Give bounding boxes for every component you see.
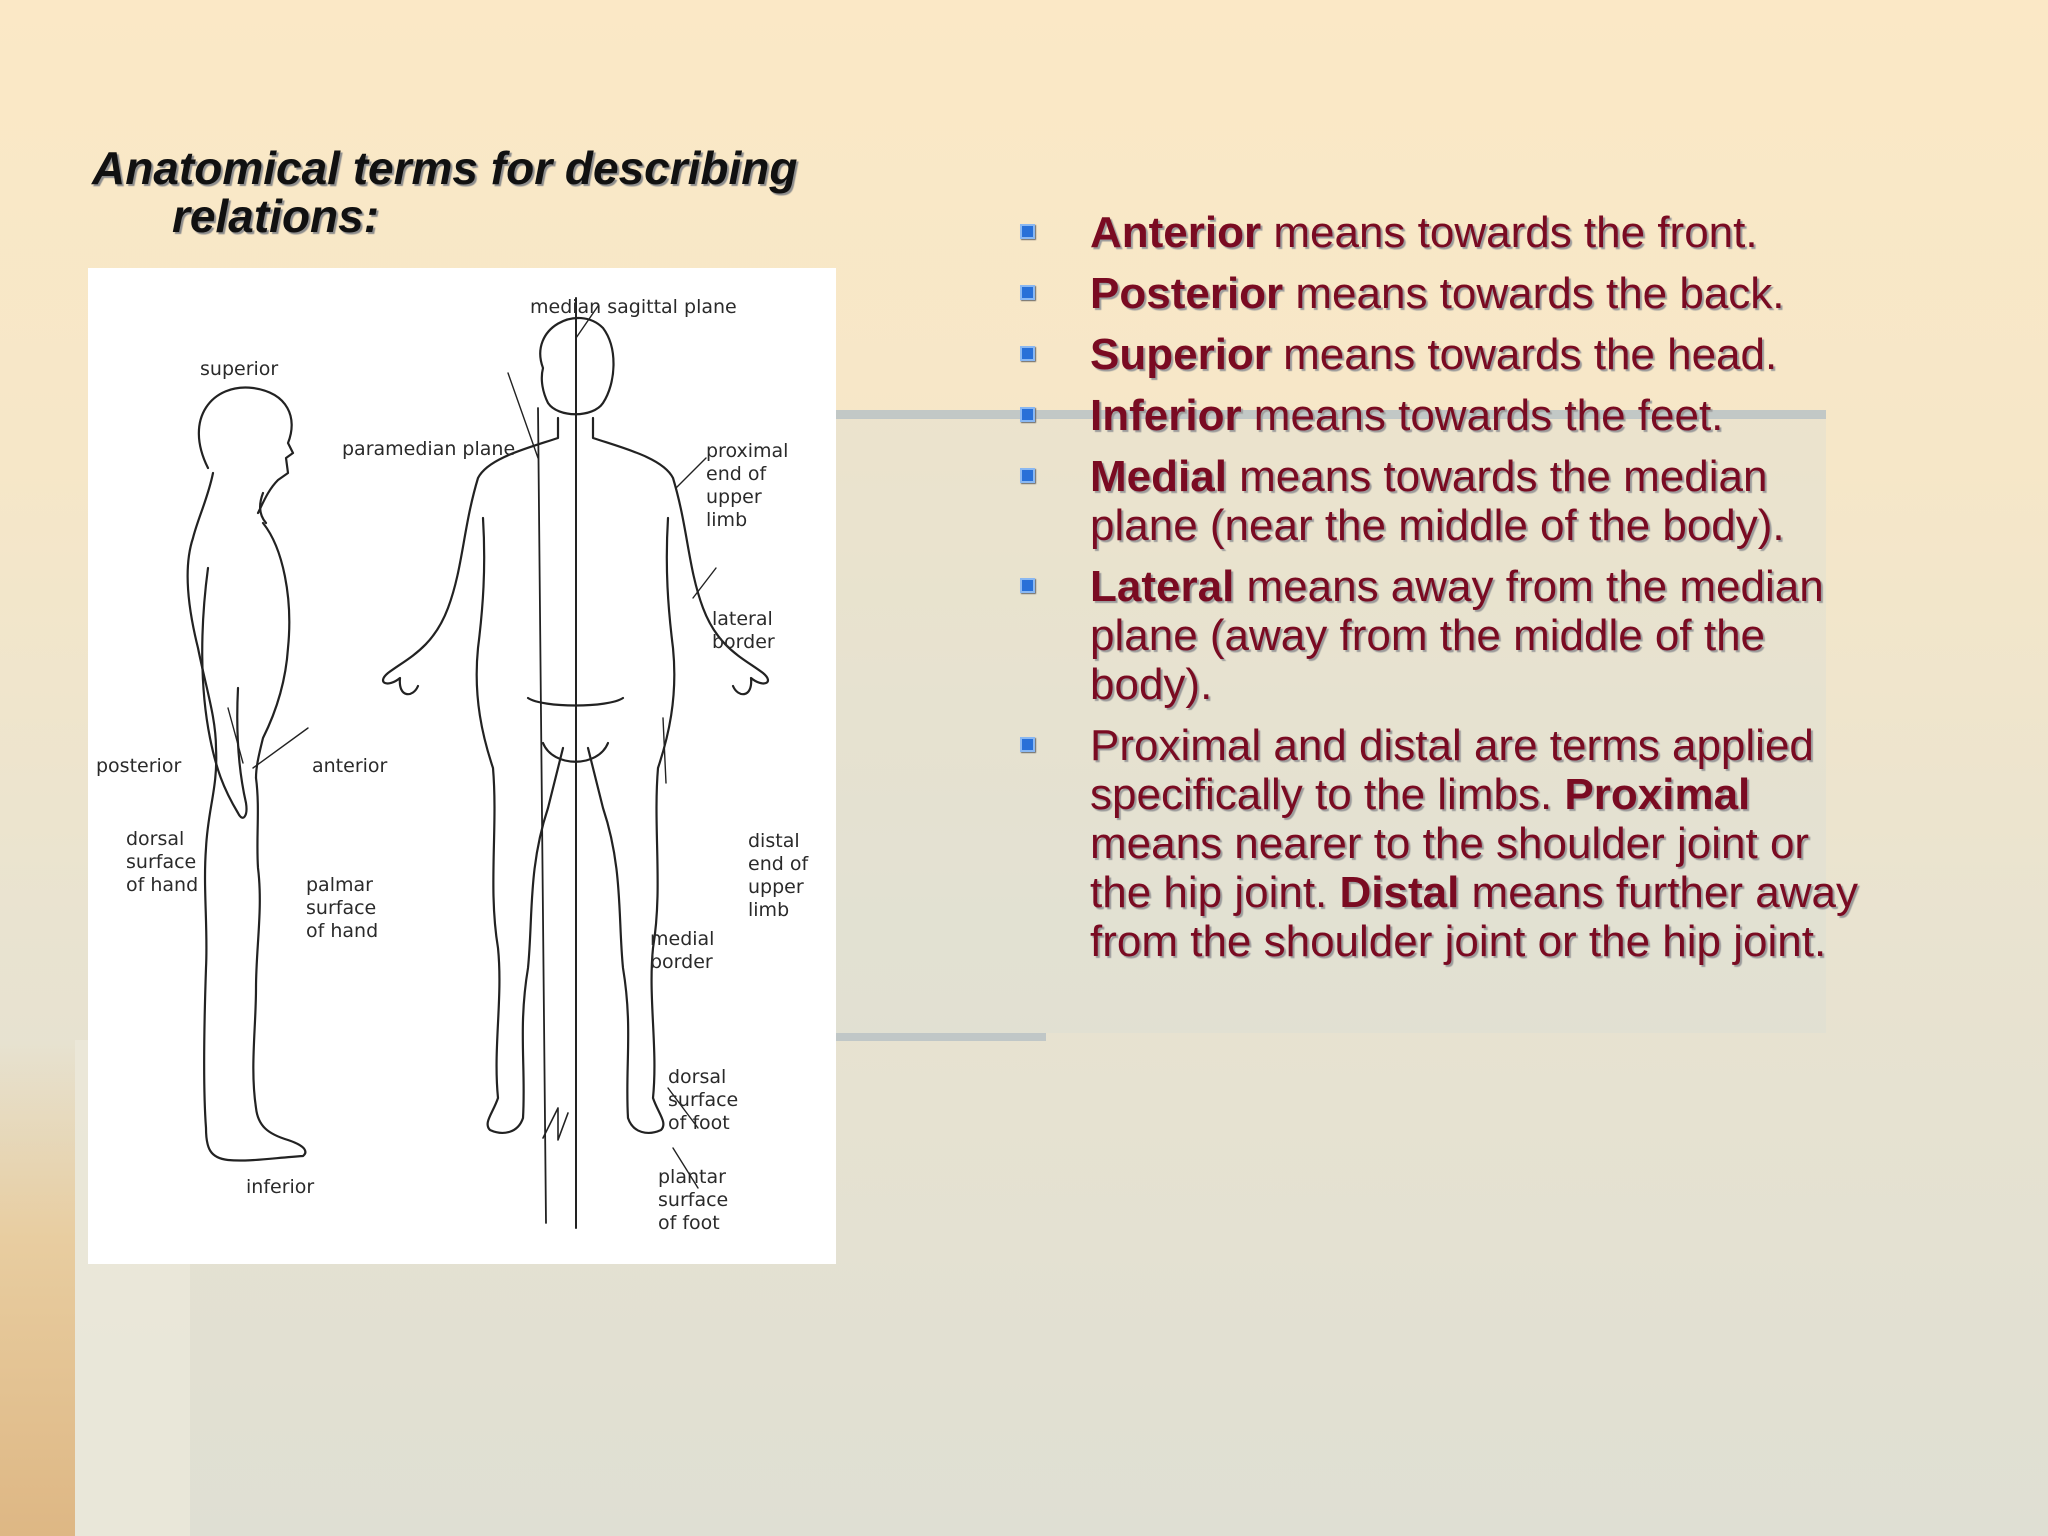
- decorative-bar: [836, 1033, 1046, 1041]
- label-dorsal-surface-foot: dorsal surface of foot: [668, 1066, 739, 1134]
- slide-title: [92, 144, 912, 240]
- bullet-square-icon: [1020, 468, 1035, 483]
- title-line-2: relations:: [172, 190, 380, 242]
- label-posterior: posterior: [96, 755, 182, 777]
- list-item: Posterior means towards the back.: [1010, 269, 1870, 318]
- bullet-square-icon: [1020, 578, 1035, 593]
- label-distal-upper-limb: distal end of upper limb: [748, 830, 809, 921]
- list-item: Superior means towards the head.: [1010, 330, 1870, 379]
- terms-list: [1010, 208, 1870, 978]
- bullet-square-icon: [1020, 346, 1035, 361]
- label-lateral-border: lateral border: [712, 608, 775, 653]
- bullet-square-icon: [1020, 224, 1035, 239]
- label-median-sagittal-plane: median sagittal plane: [530, 296, 737, 318]
- label-anterior: anterior: [312, 755, 388, 777]
- list-item: Lateral means away from the median plane (away from the middle of the body).: [1010, 562, 1870, 709]
- bullet-square-icon: [1020, 285, 1035, 300]
- label-dorsal-surface-hand: dorsal surface of hand: [126, 828, 199, 896]
- list-item: Inferior means towards the feet.: [1010, 391, 1870, 440]
- bullet-square-icon: [1020, 737, 1035, 752]
- bullet-square-icon: [1020, 407, 1035, 422]
- label-paramedian-plane: paramedian plane: [342, 438, 516, 460]
- anatomy-figure: [88, 268, 836, 1264]
- label-plantar-surface-foot: plantar surface of foot: [658, 1166, 729, 1234]
- decorative-strip: [0, 1040, 75, 1536]
- title-line-1: Anatomical terms for describing: [92, 142, 798, 194]
- list-item: Anterior means towards the front.: [1010, 208, 1870, 257]
- label-superior: superior: [200, 358, 279, 380]
- list-item: Medial means towards the median plane (near the middle of the body).: [1010, 452, 1870, 550]
- label-palmar-surface-hand: palmar surface of hand: [306, 874, 379, 942]
- label-medial-border: medial border: [650, 928, 715, 973]
- label-inferior: inferior: [246, 1176, 315, 1198]
- list-item: Proximal and distal are terms applied specifically to the limbs. Proximal means nearer to the shoulder joint or the hip joint. Distal means further away from the shoulder joint or the hip joint.: [1010, 721, 1870, 966]
- label-proximal-upper-limb: proximal end of upper limb: [706, 440, 789, 531]
